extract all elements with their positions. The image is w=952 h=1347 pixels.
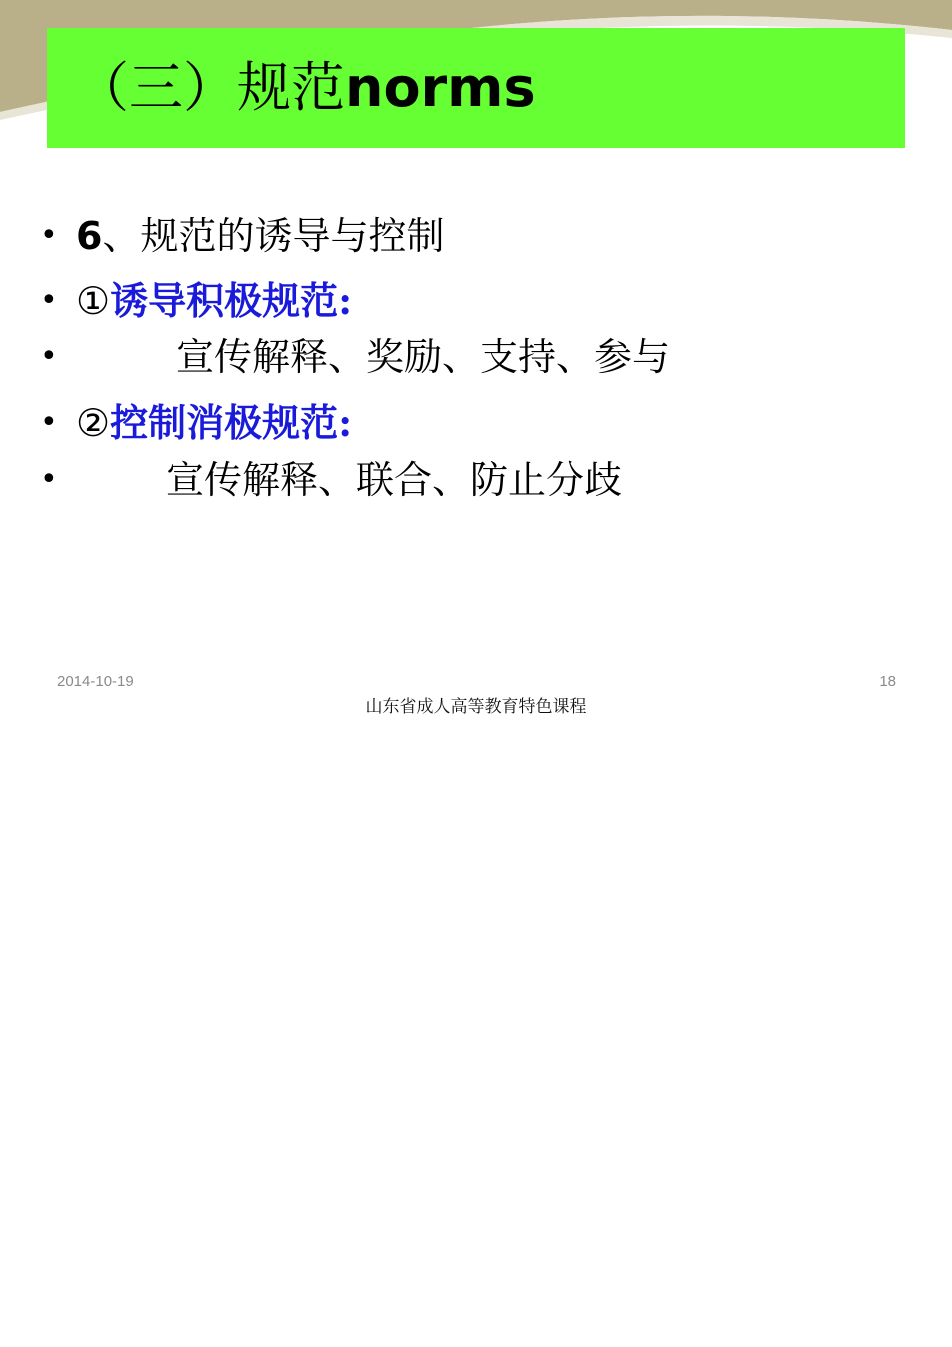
- bullet-label: 诱导积极规范:: [110, 278, 353, 323]
- footer-page-number: 18: [879, 673, 896, 690]
- bullet-dot: •: [40, 339, 58, 374]
- bullet-label: 宣传解释、奖励、支持、参与: [176, 335, 671, 379]
- bullet-dot: •: [40, 218, 58, 253]
- title-prefix: （三）规范: [75, 56, 345, 119]
- bullet-text: [76, 276, 352, 326]
- title-suffix: norms: [345, 56, 536, 119]
- bullet-marker: ②: [76, 401, 111, 445]
- bullet-marker: ①: [76, 279, 111, 323]
- bullet-number: 6: [76, 214, 103, 258]
- title-bar: [47, 28, 905, 148]
- bullet-text: [76, 211, 444, 261]
- bullet-label: 控制消极规范:: [110, 400, 353, 445]
- bullet-text: [76, 398, 352, 448]
- footer-date: 2014-10-19: [57, 673, 134, 690]
- slide-title: [75, 52, 536, 124]
- bullet-dot: •: [40, 405, 58, 440]
- bullet-dot: •: [40, 462, 58, 497]
- bullet-label: 宣传解释、联合、防止分歧: [166, 458, 623, 502]
- bullet-label: 、规范的诱导与控制: [102, 214, 445, 258]
- footer-course-name: 山东省成人高等教育特色课程: [365, 697, 587, 717]
- bullet-dot: •: [40, 283, 58, 318]
